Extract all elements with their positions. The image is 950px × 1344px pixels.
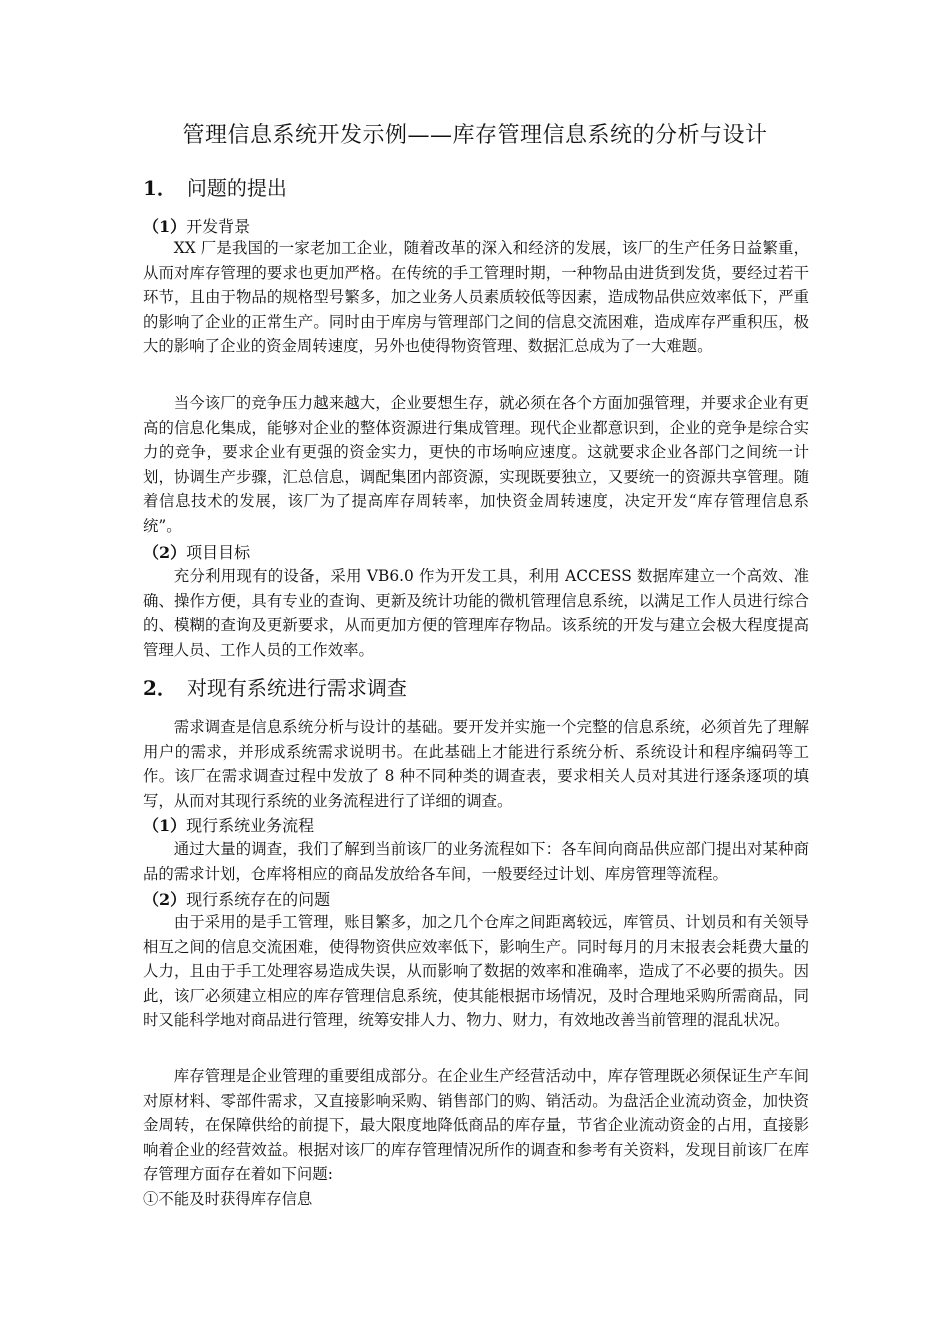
paragraph: 由于采用的是手工管理，账目繁多，加之几个仓库之间距离较远，库管员、计划员和有关领导相互之间的信息交流困难，使得物资供应效率低下，影响生产。同时每月的月末报表会耗费大量的人力，且由于手工处理容易造成失误，从而影响了数据的效率和准确率，造成了不必要的损失。因此，该厂必须建立相应的库存管理信息系统，使其能根据市场情况，及时合理地采购所需商品，同时又能科学地对商品进行管理，统筹安排人力、物力、财力，有效地改善当前管理的混乱状况。 [143, 913, 809, 1029]
paragraph: 充分利用现有的设备，采用 VB6.0 作为开发工具，利用 ACCESS 数据库建立一个高效、准确、操作方便，具有专业的查询、更新及统计功能的微机管理信息系统，以满足工作人员进行综合的、模糊的查询及更新要求，从而更加方便的管理库存物品。该系统的开发与建立会极大程度提高管理人员、工作人员的工作效率。 [143, 567, 809, 659]
subsection-title: 项目目标 [186, 543, 251, 562]
subsection-heading [143, 214, 250, 237]
subsection-number: （1） [143, 217, 187, 236]
subsection-title: 现行系统存在的问题 [186, 890, 331, 909]
subsection-heading [143, 813, 314, 836]
section-title: 对现有系统进行需求调查 [186, 676, 407, 700]
subsection-number: （2） [143, 543, 187, 562]
section-number: 2． [143, 676, 177, 700]
subsection-number: （2） [143, 890, 187, 909]
paragraph: 当今该厂的竞争压力越来越大，企业要想生存，就必须在各个方面加强管理，并要求企业有更高的信息化集成，能够对企业的整体资源进行集成管理。现代企业都意识到，企业的竞争是综合实力的竞争，要求企业有更强的资金实力，更快的市场响应速度。这就要求企业各部门之间统一计划，协调生产步骤，汇总信息，调配集团内部资源，实现既要独立，又要统一的资源共享管理。随着信息技术的发展，该厂为了提高库存周转率，加快资金周转速度，决定开发“库存管理信息系统”。 [143, 394, 809, 535]
section-title: 问题的提出 [186, 176, 287, 200]
subsection-number: （1） [143, 816, 187, 835]
paragraph: XX 厂是我国的一家老加工企业，随着改革的深入和经济的发展，该厂的生产任务日益繁重，从而对库存管理的要求也更加严格。在传统的手工管理时期，一种物品由进货到发货，要经过若干环节，且由于物品的规格型号繁多，加之业务人员素质较低等因素，造成物品供应效率低下，严重的影响了企业的正常生产。同时由于库房与管理部门之间的信息交流困难，造成库存严重积压，极大的影响了企业的资金周转速度，另外也使得物资管理、数据汇总成为了一大难题。 [143, 239, 809, 355]
paragraph: 需求调查是信息系统分析与设计的基础。要开发并实施一个完整的信息系统，必须首先了理解用户的需求，并形成系统需求说明书。在此基础上才能进行系统分析、系统设计和程序编码等工作。该厂在需求调查过程中发放了 8 种不同种类的调查表，要求相关人员对其进行逐条逐项的填写，从而对其现行系统的业务流程进行了详细的调查。 [143, 718, 809, 810]
section-2-heading [143, 672, 407, 701]
subsection-heading [143, 887, 330, 910]
subsection-heading [143, 540, 250, 563]
section-number: 1． [143, 176, 177, 200]
list-item: ①不能及时获得库存信息 [143, 1190, 313, 1208]
subsection-title: 现行系统业务流程 [186, 816, 315, 835]
paragraph: 通过大量的调查，我们了解到当前该厂的业务流程如下：各车间向商品供应部门提出对某种商品的需求计划，仓库将相应的商品发放给各车间，一般要经过计划、库房管理等流程。 [143, 840, 809, 883]
document-title: 管理信息系统开发示例——库存管理信息系统的分析与设计 [182, 123, 768, 148]
section-1-heading [143, 172, 287, 201]
subsection-title: 开发背景 [186, 217, 251, 236]
paragraph: 库存管理是企业管理的重要组成部分。在企业生产经营活动中，库存管理既必须保证生产车间对原材料、零部件需求，又直接影响采购、销售部门的购、销活动。为盘活企业流动资金，加快资金周转，在保障供给的前提下，最大限度地降低商品的库存量，节省企业流动资金的占用，直接影响着企业的经营效益。根据对该厂的库存管理情况所作的调查和参考有关资料，发现目前该厂在库存管理方面存在着如下问题: [143, 1067, 809, 1183]
